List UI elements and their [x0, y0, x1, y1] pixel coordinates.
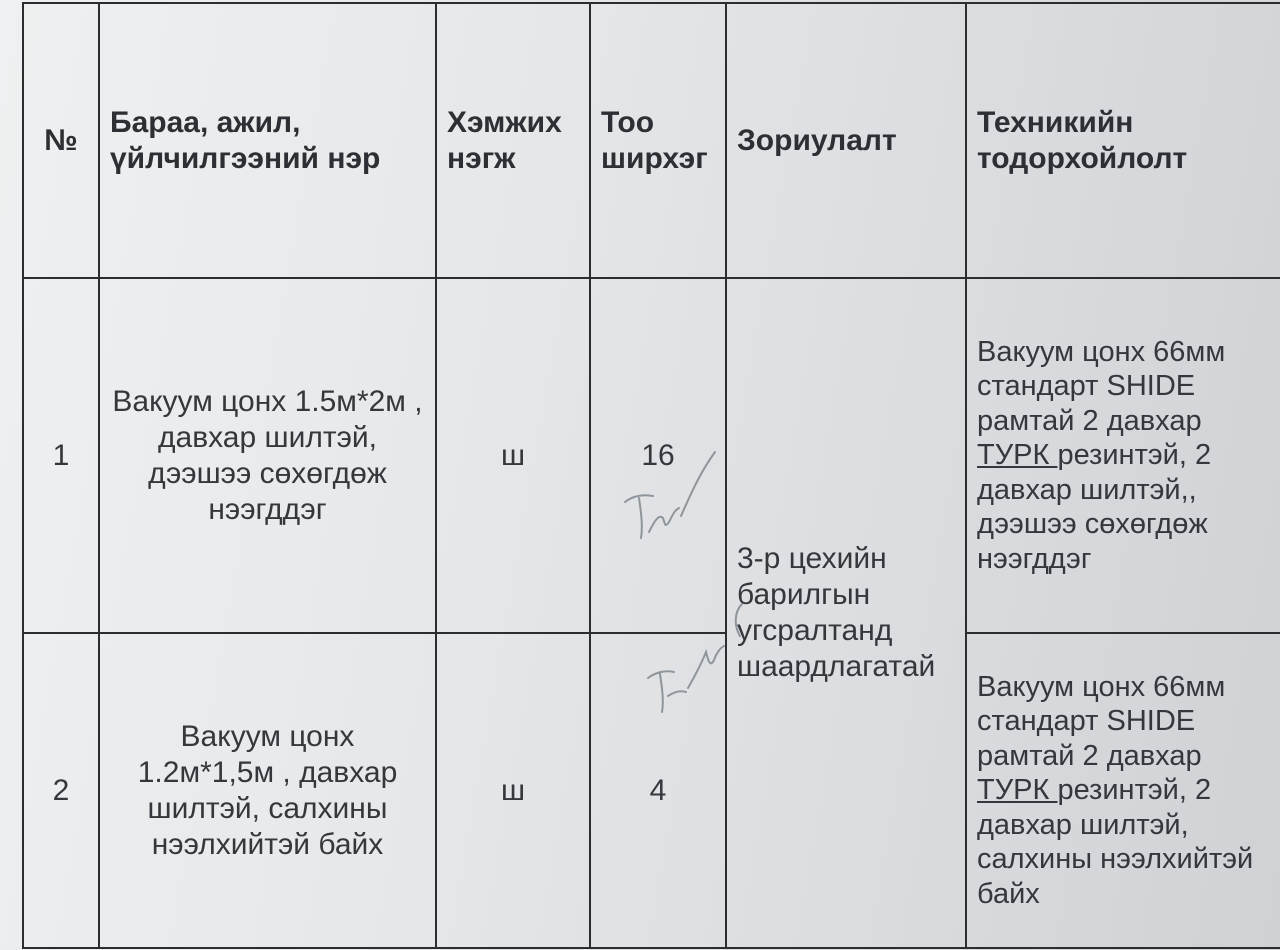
header-item-name: Бараа, ажил, үйлчилгээний нэр — [99, 3, 436, 278]
item-quantity: 4 — [590, 633, 726, 948]
spec-underlined-text: ТУРК — [977, 439, 1058, 472]
item-purpose: 3-р цехийн барилгын угсралтанд шаардлагатай — [726, 278, 966, 948]
table-header-row — [23, 3, 1280, 278]
procurement-table — [22, 2, 1280, 949]
row-number: 1 — [23, 278, 99, 633]
row-number: 2 — [23, 633, 99, 948]
spec-text: резинтэй, 2 давхар шилтэй,, дээшээ сөхөгдөж нээгддэг — [977, 439, 1212, 575]
item-name: Вакуум цонх 1.5м*2м , давхар шилтэй, дээшээ сөхөгдөж нээгддэг — [99, 278, 436, 633]
item-name: Вакуум цонх 1.2м*1,5м , давхар шилтэй, салхины нээлхийтэй байх — [99, 633, 436, 948]
header-quantity: Тоо ширхэг — [590, 3, 726, 278]
header-unit: Хэмжих нэгж — [436, 3, 590, 278]
spec-text: Вакуум цонх 66мм стандарт SHIDE рамтай 2 давхар — [977, 670, 1226, 772]
item-unit: ш — [436, 278, 590, 633]
spec-text: резинтэй, 2 давхар шилтэй, салхины нээлхийтэй байх — [977, 774, 1254, 910]
table-row — [23, 278, 1280, 633]
item-technical-spec — [966, 278, 1280, 633]
item-quantity: 16 — [590, 278, 726, 633]
header-technical-spec: Техникийн тодорхойлолт — [966, 3, 1280, 278]
spec-underlined-text: ТУРК — [977, 774, 1058, 807]
header-number: № — [23, 3, 99, 278]
header-purpose: Зориулалт — [726, 3, 966, 278]
table-row — [23, 633, 1280, 948]
spec-text: Вакуум цонх 66мм стандарт SHIDE рамтай 2 давхар — [977, 335, 1226, 437]
item-technical-spec — [966, 633, 1280, 948]
item-unit: ш — [436, 633, 590, 948]
